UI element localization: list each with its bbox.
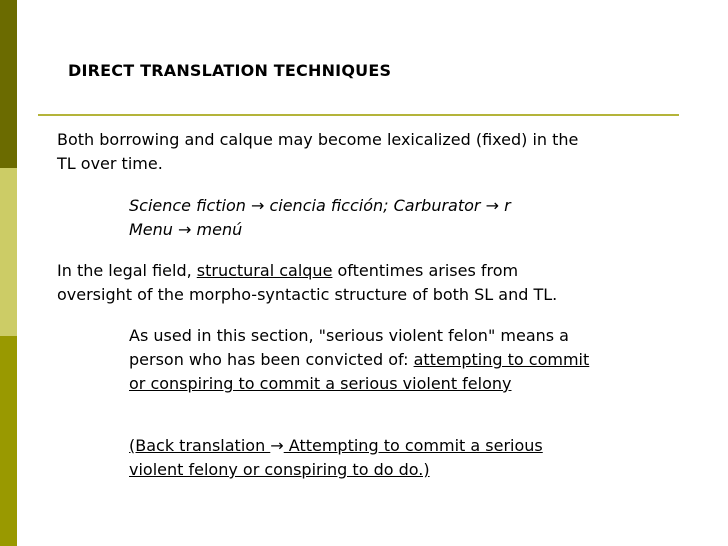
underlined-phrase: attempting to commit [413, 350, 590, 369]
example-line: Menu → menú [129, 220, 243, 239]
text-segment: (Back translation [129, 436, 271, 455]
legal-quote [129, 324, 589, 396]
quote-line [129, 348, 589, 372]
text-segment: In the legal field, [57, 261, 197, 280]
paragraph-line [57, 259, 557, 283]
structural-calque-link[interactable]: structural calque [196, 261, 333, 280]
example-line: Science fiction → ciencia ficción; Carburator → r [129, 196, 511, 215]
paragraph-line: Both borrowing and calque may become lexicalized (fixed) in the [57, 130, 579, 149]
slide-title: DIRECT TRANSLATION TECHNIQUES [68, 61, 392, 80]
underlined-phrase: or conspiring to commit a serious violent felony [129, 374, 512, 393]
quote-line: As used in this section, "serious violent felon" means a [129, 326, 569, 345]
quote-line [129, 372, 589, 396]
paragraph-line: TL over time. [57, 154, 163, 173]
text-segment: Attempting to commit a serious [283, 436, 543, 455]
left-accent-bar-bottom [0, 336, 17, 546]
text-segment: person who has been convicted of: [129, 350, 414, 369]
left-accent-bar-middle [0, 168, 17, 336]
arrow-icon: → [270, 436, 284, 455]
title-divider [38, 114, 679, 116]
example-borrowings [129, 194, 511, 242]
paragraph-line: oversight of the morpho-syntactic structure of both SL and TL. [57, 285, 558, 304]
back-translation-line: violent felony or conspiring to do do.) [129, 460, 430, 479]
paragraph-legal-field [57, 259, 557, 307]
text-segment: oftentimes arises from [332, 261, 519, 280]
paragraph-lexicalization [57, 128, 578, 176]
back-translation-line [129, 434, 543, 458]
left-accent-bar-top [0, 0, 17, 168]
back-translation [129, 434, 543, 482]
